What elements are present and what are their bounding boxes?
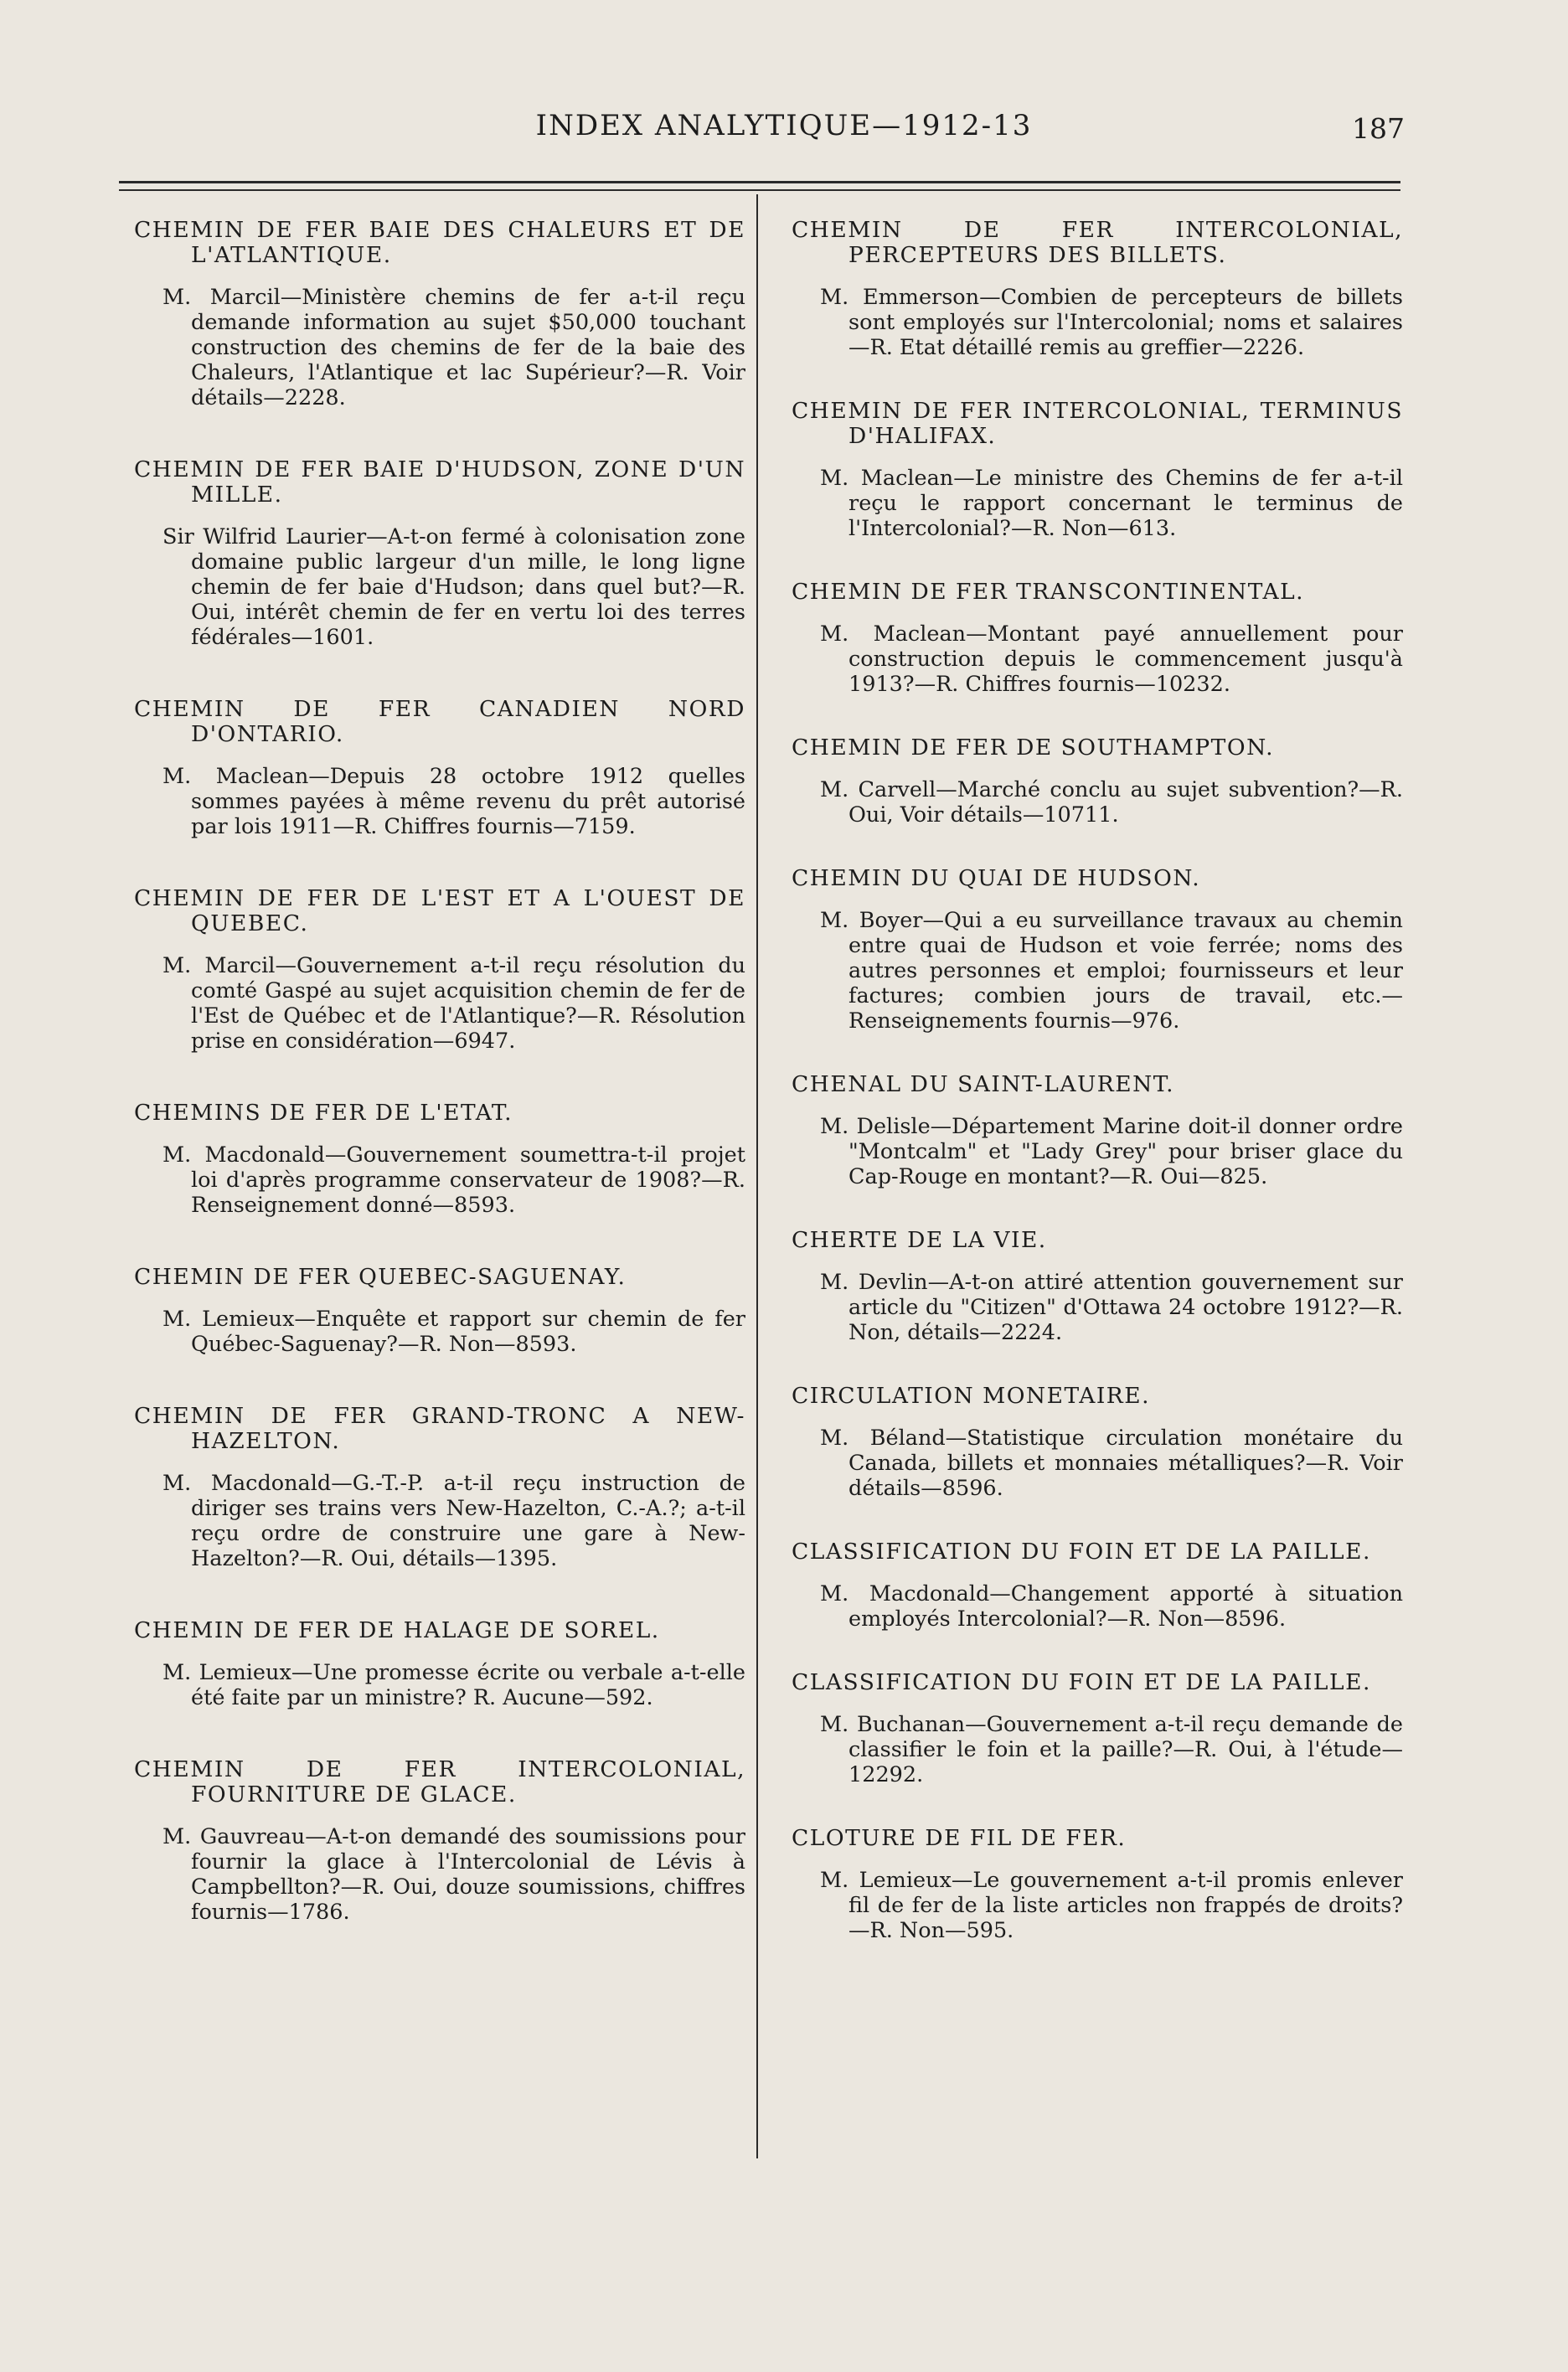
entry-body: M. Lemieux—Une promesse écrite ou verbale a-t-elle été faite par un ministre? R. Aucune—592.	[162, 1660, 745, 1710]
entry-body: M. Lemieux—Enquête et rapport sur chemin de fer Québec-Saguenay?—R. Non—8593.	[162, 1307, 745, 1357]
index-entry	[792, 735, 1403, 828]
entry-heading: CIRCULATION MONETAIRE.	[792, 1383, 1151, 1409]
entry-heading: CHEMIN DE FER DE L'EST ET A L'OUEST DE QUEBEC.	[134, 885, 745, 936]
entry-heading: CHEMIN DE FER BAIE DES CHALEURS ET DE L'ATLANTIQUE.	[134, 217, 745, 268]
index-entry	[134, 1265, 745, 1357]
index-entry	[792, 1826, 1403, 1943]
entry-body: M. Maclean—Depuis 28 octobre 1912 quelles sommes payées à même revenu du prêt autorisé par lois 1911—R. Chiffres fournis—7159.	[162, 764, 745, 839]
entry-body: M. Marcil—Gouvernement a-t-il reçu résolution du comté Gaspé au sujet acquisition chemin de fer de l'Est de Québec et de l'Atlantique?—R. Résolution prise en considération—6947.	[162, 953, 745, 1054]
header-rule-thin	[119, 189, 1400, 191]
entry-body: M. Marcil—Ministère chemins de fer a-t-il reçu demande information au sujet $50,000 touchant construction des chemins de fer de la baie des Chaleurs, l'Atlantique et lac Supérieur?—R. Voir détails—2228.	[162, 285, 745, 410]
entry-body: M. Macdonald—Gouvernement soumettra-t-il projet loi d'après programme conservateur de 1908?—R. Renseignement donné—8593.	[162, 1142, 745, 1218]
right-column	[792, 218, 1403, 1982]
entry-heading: CHEMIN DE FER GRAND-TRONC A NEW-HAZELTON.	[134, 1403, 745, 1454]
entry-body: M. Gauvreau—A-t-on demandé des soumissions pour fournir la glace à l'Intercolonial de Lévis à Campbellton?—R. Oui, douze soumissions, chiffres fournis—1786.	[162, 1824, 745, 1925]
entry-heading: CHEMIN DE FER BAIE D'HUDSON, ZONE D'UN MILLE.	[134, 456, 745, 508]
entry-body: M. Buchanan—Gouvernement a-t-il reçu demande de classifier le foin et la paille?—R. Oui, à l'étude—12292.	[820, 1712, 1403, 1787]
index-entry	[134, 886, 745, 1054]
index-entry	[792, 1072, 1403, 1189]
entry-heading: CLASSIFICATION DU FOIN ET DE LA PAILLE.	[792, 1669, 1371, 1695]
index-entry	[792, 218, 1403, 360]
entry-body: M. Maclean—Le ministre des Chemins de fer a-t-il reçu le rapport concernant le terminus de l'Intercolonial?—R. Non—613.	[820, 466, 1403, 541]
entry-heading: CHENAL DU SAINT-LAURENT.	[792, 1071, 1174, 1097]
index-entry	[134, 697, 745, 839]
entry-body: M. Devlin—A-t-on attiré attention gouvernement sur article du "Citizen" d'Ottawa 24 octobre 1912?—R. Non, détails—2224.	[820, 1270, 1403, 1345]
index-entry	[134, 1404, 745, 1571]
entry-body: M. Lemieux—Le gouvernement a-t-il promis enlever fil de fer de la liste articles non frappés de droits?—R. Non—595.	[820, 1868, 1403, 1943]
index-entry	[134, 1101, 745, 1218]
column-divider	[756, 194, 758, 2158]
entry-body: M. Maclean—Montant payé annuellement pour construction depuis le commencement jusqu'à 1913?—R. Chiffres fournis—10232.	[820, 621, 1403, 697]
entry-heading: CHEMIN DE FER TRANSCONTINENTAL.	[792, 579, 1305, 605]
index-entry	[134, 1757, 745, 1925]
entry-body: M. Delisle—Département Marine doit-il donner ordre "Montcalm" et "Lady Grey" pour briser glace du Cap-Rouge en montant?—R. Oui—825.	[820, 1114, 1403, 1189]
entry-body: M. Carvell—Marché conclu au sujet subvention?—R. Oui, Voir détails—10711.	[820, 777, 1403, 828]
index-entry	[134, 1618, 745, 1710]
entry-heading: CHEMINS DE FER DE L'ETAT.	[134, 1100, 513, 1126]
entry-heading: CHEMIN DE FER INTERCOLONIAL, TERMINUS D'HALIFAX.	[792, 398, 1403, 449]
entry-heading: CHEMIN DE FER CANADIEN NORD D'ONTARIO.	[134, 696, 745, 747]
index-entry	[792, 399, 1403, 541]
index-entry	[792, 1539, 1403, 1632]
index-entry	[134, 218, 745, 410]
index-entry	[134, 457, 745, 650]
index-entry	[792, 1670, 1403, 1787]
entry-heading: CHEMIN DE FER INTERCOLONIAL, FOURNITURE DE GLACE.	[134, 1756, 745, 1807]
entry-heading: CHEMIN DE FER DE HALAGE DE SOREL.	[134, 1617, 660, 1643]
index-entry	[792, 1384, 1403, 1501]
entry-heading: CLASSIFICATION DU FOIN ET DE LA PAILLE.	[792, 1539, 1371, 1565]
entry-heading: CHEMIN DE FER QUEBEC-SAGUENAY.	[134, 1264, 627, 1290]
entry-heading: CHEMIN DE FER INTERCOLONIAL, PERCEPTEURS DES BILLETS.	[792, 217, 1403, 268]
entry-body: Sir Wilfrid Laurier—A-t-on fermé à colonisation zone domaine public largeur d'un mille, le long ligne chemin de fer baie d'Hudson; dans quel but?—R. Oui, intérêt chemin de fer en vertu loi des terres fédérales—1601.	[162, 524, 745, 650]
entry-heading: CHEMIN DE FER DE SOUTHAMPTON.	[792, 735, 1274, 761]
index-entry	[792, 1228, 1403, 1345]
entry-body: M. Macdonald—Changement apporté à situation employés Intercolonial?—R. Non—8596.	[820, 1581, 1403, 1632]
index-entry	[792, 580, 1403, 697]
entry-body: M. Béland—Statistique circulation monétaire du Canada, billets et monnaies métalliques?—R. Voir détails—8596.	[820, 1426, 1403, 1501]
entry-heading: CLOTURE DE FIL DE FER.	[792, 1825, 1127, 1851]
entry-heading: CHEMIN DU QUAI DE HUDSON.	[792, 865, 1201, 891]
entry-heading: CHERTE DE LA VIE.	[792, 1227, 1047, 1253]
entry-body: M. Boyer—Qui a eu surveillance travaux au chemin entre quai de Hudson et voie ferrée; noms des autres personnes et emploi; fournisseurs et leur factures; combien jours de travail, etc.—Renseignements fournis—976.	[820, 908, 1403, 1034]
index-entry	[792, 866, 1403, 1034]
entry-body: M. Emmerson—Combien de percepteurs de billets sont employés sur l'Intercolonial; noms et salaires—R. Etat détaillé remis au greffier—2226.	[820, 285, 1403, 360]
running-title: INDEX ANALYTIQUE—1912-13	[535, 109, 1033, 142]
page-number: 187	[1352, 112, 1405, 145]
entry-body: M. Macdonald—G.-T.-P. a-t-il reçu instruction de diriger ses trains vers New-Hazelton, C.-A.?; a-t-il reçu ordre de construire une gare à New-Hazelton?—R. Oui, détails—1395.	[162, 1471, 745, 1571]
header-rule-thick	[119, 181, 1400, 183]
left-column	[134, 218, 745, 1972]
